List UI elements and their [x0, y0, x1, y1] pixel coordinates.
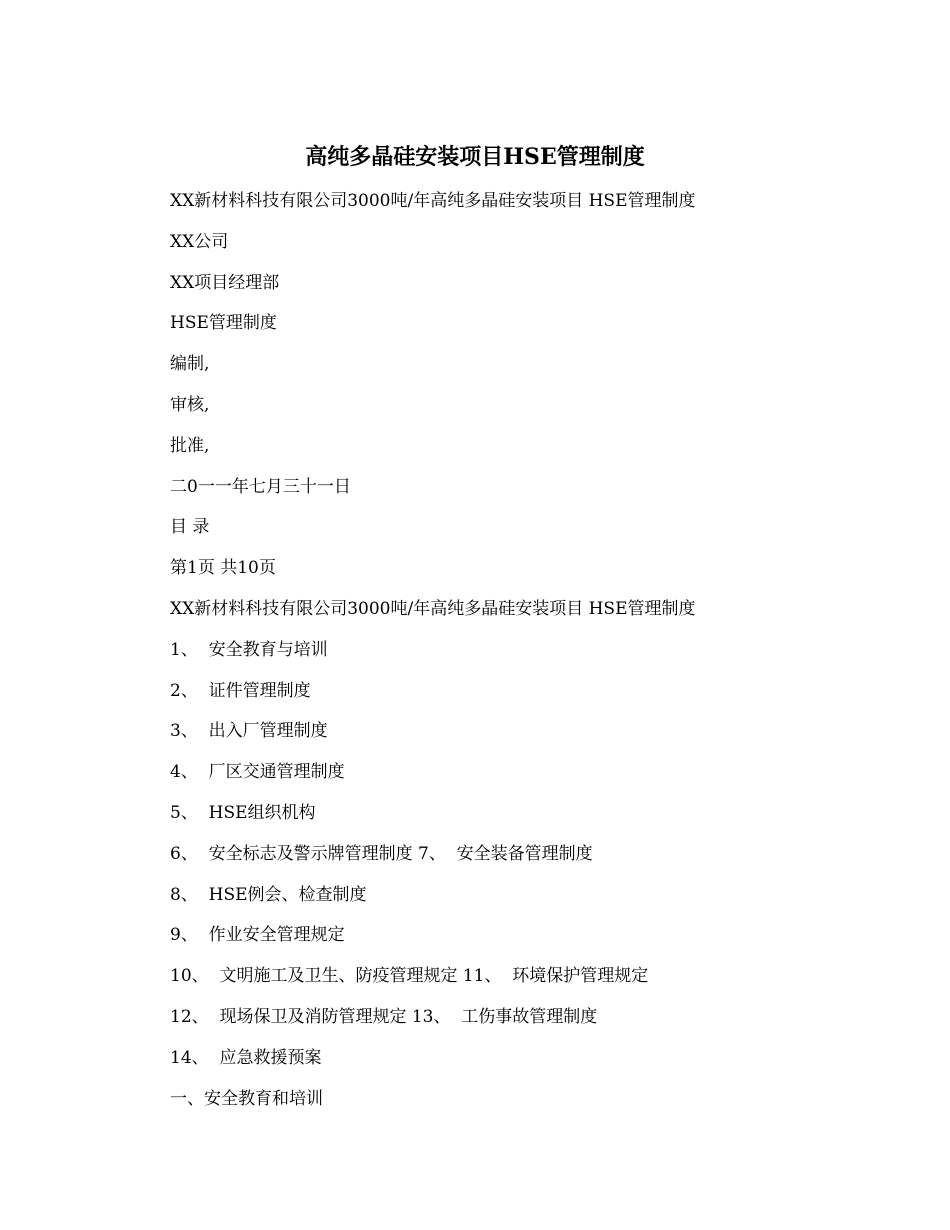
company-line: XX公司	[170, 231, 229, 252]
toc-item: 10、 文明施工及卫生、防疫管理规定 11、 环境保护管理规定	[170, 966, 649, 987]
toc-heading: 目 录	[170, 517, 210, 538]
toc-item: 4、 厂区交通管理制度	[170, 762, 345, 783]
page-number-line: 第1页 共10页	[170, 558, 276, 579]
toc-item: 5、 HSE组织机构	[170, 802, 316, 823]
document-body	[170, 185, 890, 1123]
department-line: XX项目经理部	[170, 272, 280, 293]
toc-item: 9、 作业安全管理规定	[170, 925, 345, 946]
toc-item: 1、 安全教育与培训	[170, 639, 328, 660]
toc-item: 6、 安全标志及警示牌管理制度 7、 安全装备管理制度	[170, 843, 593, 864]
doc-type-line: HSE管理制度	[170, 313, 277, 334]
header-repeat-line: XX新材料科技有限公司3000吨/年高纯多晶硅安装项目 HSE管理制度	[170, 598, 696, 619]
subtitle-line: XX新材料科技有限公司3000吨/年高纯多晶硅安装项目 HSE管理制度	[170, 191, 696, 211]
section-heading: 一、安全教育和培训	[170, 1088, 323, 1109]
toc-item: 8、 HSE例会、检查制度	[170, 884, 367, 905]
toc-item: 3、 出入厂管理制度	[170, 721, 328, 742]
toc-item: 12、 现场保卫及消防管理规定 13、 工伤事故管理制度	[170, 1006, 598, 1027]
toc-item: 14、 应急救援预案	[170, 1047, 322, 1068]
reviewed-by-line: 审核,	[170, 394, 210, 415]
prepared-by-line: 编制,	[170, 354, 210, 375]
document-title: 高纯多晶硅安装项目HSE管理制度	[305, 144, 645, 170]
toc-item: 2、 证件管理制度	[170, 680, 311, 701]
date-line: 二0一一年七月三十一日	[170, 476, 351, 497]
approved-by-line: 批准,	[170, 435, 210, 456]
